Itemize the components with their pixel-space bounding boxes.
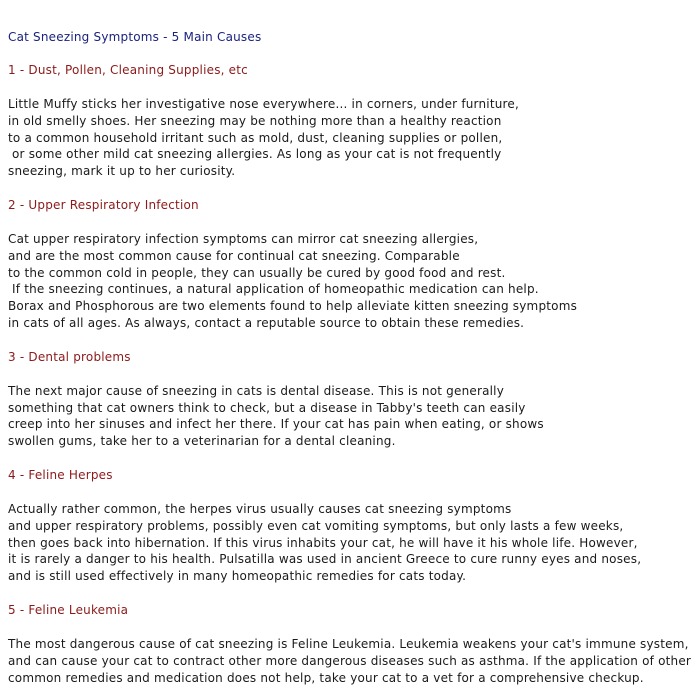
section-paragraph <box>8 96 692 180</box>
paragraph-line: sneezing, mark it up to her curiosity. <box>8 164 236 179</box>
paragraph-line: to a common household irritant such as mold, dust, cleaning supplies or pollen, <box>8 130 503 145</box>
paragraph-line: in cats of all ages. As always, contact a reputable source to obtain these remedies. <box>8 315 525 330</box>
section-respiratory <box>8 197 692 332</box>
paragraph-line: or some other mild cat sneezing allergies. As long as your cat is not frequently <box>8 147 502 162</box>
paragraph-line: If the sneezing continues, a natural application of homeopathic medication can help. <box>8 282 539 297</box>
paragraph-line: and can cause your cat to contract other more dangerous diseases such as asthma. If the application of other <box>8 653 692 668</box>
paragraph-line: Little Muffy sticks her investigative nose everywhere... in corners, under furniture, <box>8 97 519 111</box>
paragraph-line: Actually rather common, the herpes virus usually causes cat sneezing symptoms <box>8 501 512 516</box>
section-heading: 4 - Feline Herpes <box>8 467 113 482</box>
paragraph-line: The next major cause of sneezing in cats is dental disease. This is not generally <box>8 383 505 398</box>
section-herpes <box>8 467 692 585</box>
section-leukemia <box>8 602 692 686</box>
section-paragraph <box>8 383 692 450</box>
paragraph-line: The most dangerous cause of cat sneezing is Feline Leukemia. Leukemia weakens your cat's immune system, <box>8 636 689 651</box>
paragraph-line: creep into her sinuses and infect her there. If your cat has pain when eating, or shows <box>8 417 544 432</box>
paragraph-line: it is rarely a danger to his health. Pulsatilla was used in ancient Greece to cure runny eyes and noses, <box>8 552 642 567</box>
section-paragraph <box>8 636 692 686</box>
paragraph-line: swollen gums, take her to a veterinarian for a dental cleaning. <box>8 434 396 449</box>
paragraph-line: common remedies and medication does not help, take your cat to a vet for a comprehensive checkup. <box>8 670 644 685</box>
section-heading: 5 - Feline Leukemia <box>8 602 129 617</box>
paragraph-line: Borax and Phosphorous are two elements found to help alleviate kitten sneezing symptoms <box>8 299 578 314</box>
section-paragraph <box>8 231 692 332</box>
page-title: Cat Sneezing Symptoms - 5 Main Causes <box>8 30 262 44</box>
section-dental <box>8 349 692 450</box>
paragraph-line: Cat upper respiratory infection symptoms can mirror cat sneezing allergies, <box>8 231 479 246</box>
paragraph-line: to the common cold in people, they can usually be cured by good food and rest. <box>8 265 506 280</box>
section-dust <box>8 62 692 180</box>
paragraph-line: and are the most common cause for continual cat sneezing. Comparable <box>8 248 460 263</box>
paragraph-line: and upper respiratory problems, possibly even cat vomiting symptoms, but only lasts a few weeks, <box>8 518 624 533</box>
paragraph-line: then goes back into hibernation. If this virus inhabits your cat, he will have it his whole life. However, <box>8 535 638 550</box>
section-heading: 1 - Dust, Pollen, Cleaning Supplies, etc <box>8 63 248 77</box>
section-paragraph <box>8 501 692 585</box>
section-heading: 2 - Upper Respiratory Infection <box>8 197 199 212</box>
paragraph-line: and is still used effectively in many homeopathic remedies for cats today. <box>8 569 467 584</box>
section-heading: 3 - Dental problems <box>8 349 131 364</box>
paragraph-line: something that cat owners think to check, but a disease in Tabby's teeth can easily <box>8 400 526 415</box>
paragraph-line: in old smelly shoes. Her sneezing may be nothing more than a healthy reaction <box>8 113 502 128</box>
